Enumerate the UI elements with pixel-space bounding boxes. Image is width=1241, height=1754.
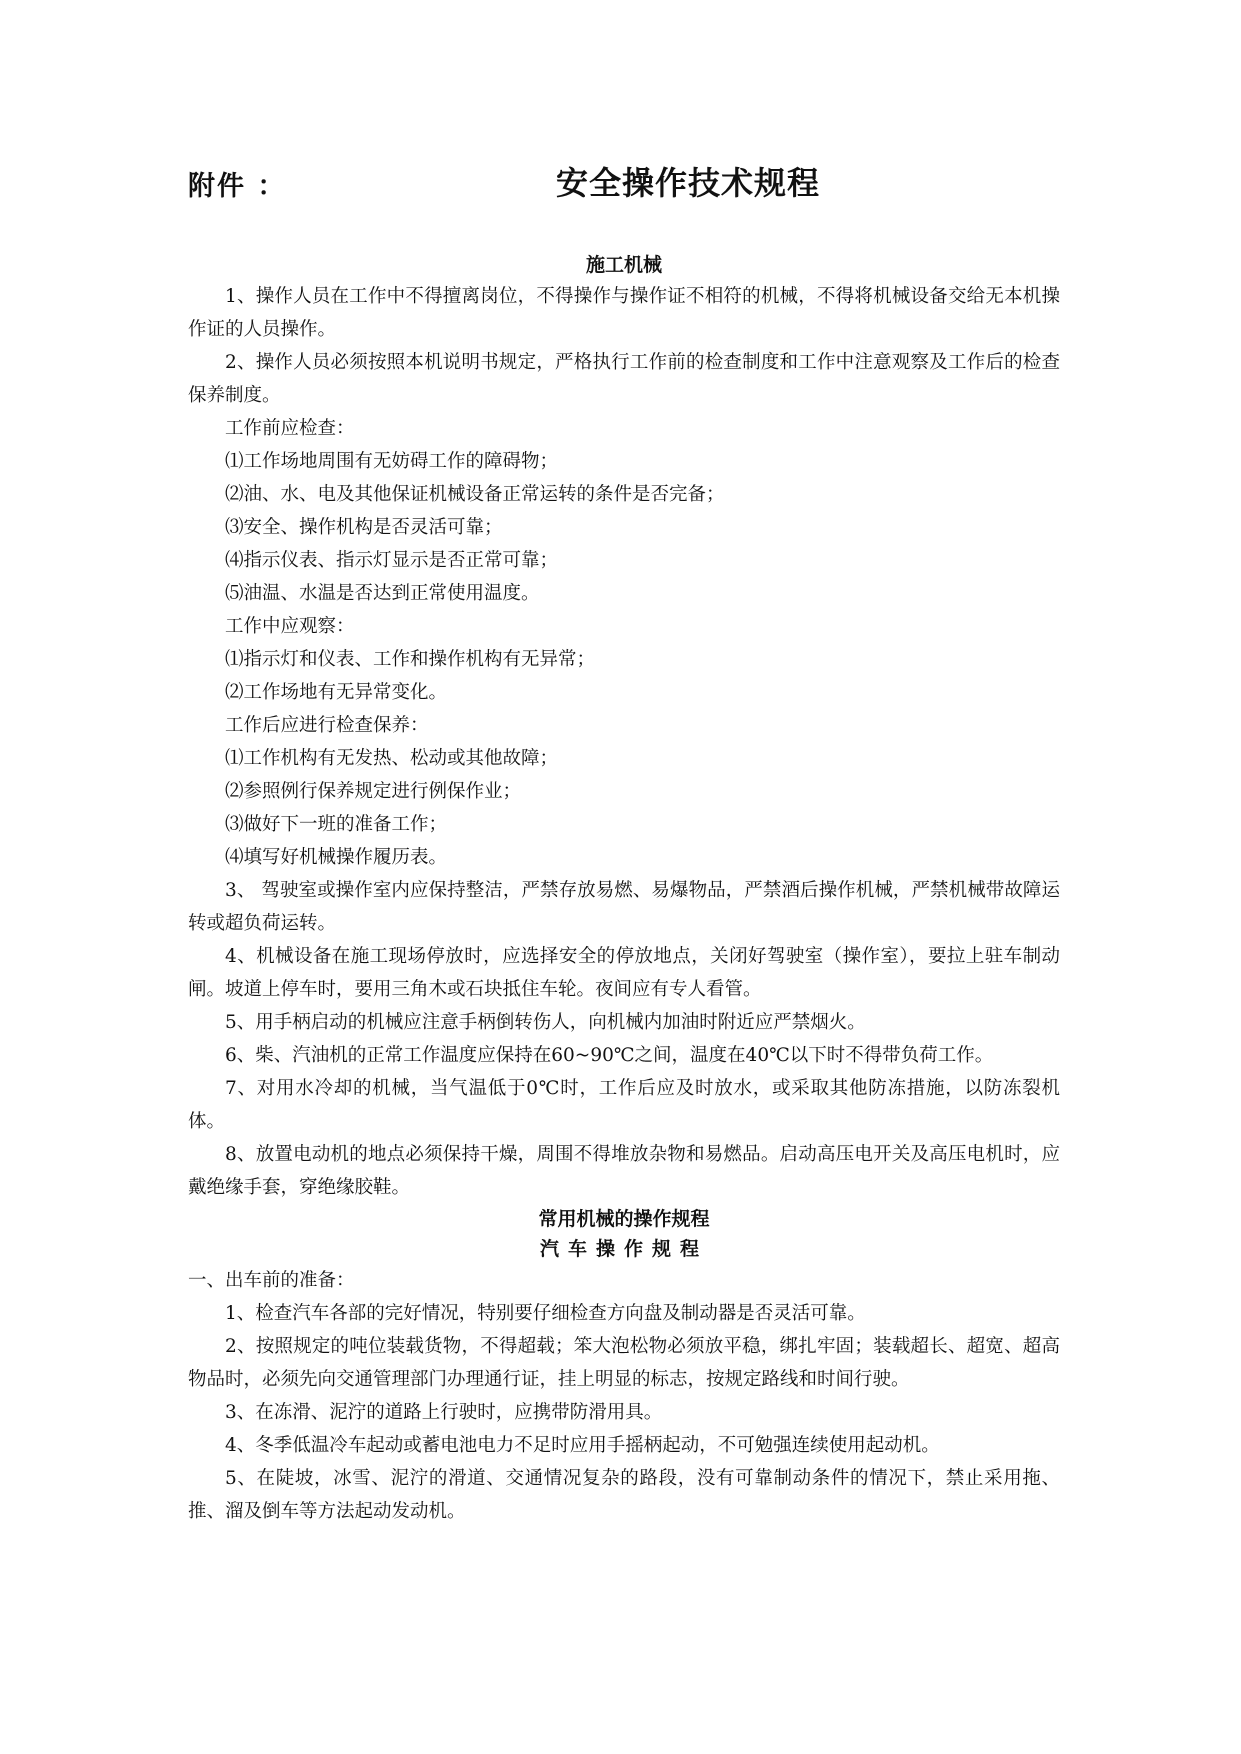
list-item: ⑴指示灯和仪表、工作和操作机构有无异常； xyxy=(225,649,596,670)
paragraph: 6、柴、汽油机的正常工作温度应保持在60~90℃之间，温度在40℃以下时不得带负荷工作。 xyxy=(225,1045,994,1066)
paragraph: 2、按照规定的吨位装载货物，不得超载；笨大泡松物必须放平稳，绑扎牢固；装载超长、超宽、超高物品时，必须先向交通管理部门办理通行证，挂上明显的标志，按规定路线和时间行驶。 xyxy=(188,1336,1060,1390)
list-item: ⑵参照例行保养规定进行例保作业； xyxy=(225,781,522,802)
list-item: ⑶安全、操作机构是否灵活可靠； xyxy=(225,517,503,538)
list-heading: 工作前应检查： xyxy=(225,418,355,439)
paragraph: 7、对用水冷却的机械，当气温低于0℃时，工作后应及时放水，或采取其他防冻措施，以防冻裂机体。 xyxy=(188,1078,1060,1132)
paragraph: 1、操作人员在工作中不得擅离岗位，不得操作与操作证不相符的机械，不得将机械设备交给无本机操作证的人员操作。 xyxy=(188,286,1060,340)
paragraph: 3、 驾驶室或操作室内应保持整洁，严禁存放易燃、易爆物品，严禁酒后操作机械，严禁机械带故障运转或超负荷运转。 xyxy=(188,880,1060,934)
paragraph: 8、放置电动机的地点必须保持干燥，周围不得堆放杂物和易燃品。启动高压电开关及高压电机时，应戴绝缘手套，穿绝缘胶鞋。 xyxy=(188,1144,1060,1198)
list-item: ⑶做好下一班的准备工作； xyxy=(225,814,448,835)
paragraph: 2、操作人员必须按照本机说明书规定，严格执行工作前的检查制度和工作中注意观察及工作后的检查保养制度。 xyxy=(188,352,1060,406)
list-item: ⑴工作机构有无发热、松动或其他故障； xyxy=(225,748,559,769)
section-title-construction-machinery: 施工机械 xyxy=(585,254,662,276)
list-item: ⑸油温、水温是否达到正常使用温度。 xyxy=(225,583,540,604)
paragraph: 5、用手柄启动的机械应注意手柄倒转伤人，向机械内加油时附近应严禁烟火。 xyxy=(225,1012,866,1033)
document-body xyxy=(188,250,1060,1528)
document-title: 安全操作技术规程 xyxy=(556,164,821,202)
paragraph: 4、机械设备在施工现场停放时，应选择安全的停放地点，关闭好驾驶室（操作室），要拉上驻车制动闸。坡道上停车时，要用三角木或石块抵住车轮。夜间应有专人看管。 xyxy=(188,946,1060,1000)
paragraph: 1、检查汽车各部的完好情况，特别要仔细检查方向盘及制动器是否灵活可靠。 xyxy=(225,1303,866,1324)
subsection-heading: 一、出车前的准备： xyxy=(188,1270,355,1291)
paragraph: 4、冬季低温冷车起动或蓄电池电力不足时应用手摇柄起动，不可勉强连续使用起动机。 xyxy=(225,1435,940,1456)
document-header xyxy=(188,158,1068,214)
list-heading: 工作中应观察： xyxy=(225,616,355,637)
list-heading: 工作后应进行检查保养： xyxy=(225,715,429,736)
subsection-title-vehicle: 汽车操作规程 xyxy=(539,1238,708,1260)
list-item: ⑷指示仪表、指示灯显示是否正常可靠； xyxy=(225,550,559,571)
attachment-label: 附件 ： xyxy=(188,171,287,202)
list-item: ⑴工作场地周围有无妨碍工作的障碍物； xyxy=(225,451,559,472)
list-item: ⑵工作场地有无异常变化。 xyxy=(225,682,448,703)
section-title-common-machinery: 常用机械的操作规程 xyxy=(538,1208,710,1230)
list-item: ⑵油、水、电及其他保证机械设备正常运转的条件是否完备； xyxy=(225,484,725,505)
paragraph: 3、在冻滑、泥泞的道路上行驶时，应携带防滑用具。 xyxy=(225,1402,663,1423)
list-item: ⑷填写好机械操作履历表。 xyxy=(225,847,448,868)
paragraph: 5、在陡坡，冰雪、泥泞的滑道、交通情况复杂的路段，没有可靠制动条件的情况下，禁止采用拖、推、溜及倒车等方法起动发动机。 xyxy=(188,1468,1060,1522)
